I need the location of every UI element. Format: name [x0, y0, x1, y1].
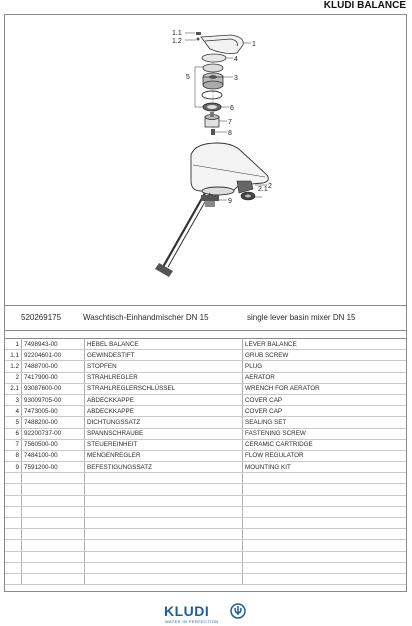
position-cell: 7 [5, 439, 22, 450]
empty-cell [85, 551, 243, 562]
sealing-set-part [203, 64, 223, 89]
table-row [5, 428, 406, 439]
logo-wordmark: KLUDI [164, 603, 210, 619]
product-title-row [5, 305, 406, 331]
empty-cell [22, 495, 85, 506]
blank-table-row [5, 506, 406, 517]
logo-tagline: WATER IN PERFECTION [165, 619, 219, 624]
empty-cell [85, 562, 243, 573]
cartridge-part [205, 112, 219, 127]
empty-cell [5, 540, 22, 551]
callout-2-1: 2.1 [258, 186, 268, 193]
article-number-cell: 7591200-00 [22, 462, 85, 473]
blank-table-row [5, 551, 406, 562]
position-cell: 1.1 [5, 350, 22, 361]
cover-cap-part [202, 54, 226, 62]
article-number-cell: 7498943-00 [22, 339, 85, 350]
position-cell: 5 [5, 417, 22, 428]
callout-6: 6 [230, 105, 234, 112]
mixer-body [191, 143, 268, 195]
blank-table-row [5, 540, 406, 551]
empty-cell [5, 562, 22, 573]
german-name-cell: HEBEL BALANCE [85, 339, 243, 350]
product-number: 520269175 [21, 313, 62, 322]
callout-7: 7 [228, 119, 232, 126]
empty-cell [85, 484, 243, 495]
empty-cell [243, 529, 407, 540]
empty-cell [85, 540, 243, 551]
article-number-cell: 93087600-00 [22, 383, 85, 394]
blank-table-row [5, 484, 406, 495]
german-name-cell: STOPFEN [85, 361, 243, 372]
callout-9: 9 [228, 198, 232, 205]
position-cell: 1 [5, 339, 22, 350]
english-name-cell: COVER CAP [243, 406, 407, 417]
callout-5: 5 [186, 74, 190, 81]
german-name-cell: GEWINDESTIFT [85, 350, 243, 361]
german-name-cell: DICHTUNGSSATZ [85, 417, 243, 428]
position-cell: 9 [5, 462, 22, 473]
position-cell: 2 [5, 372, 22, 383]
callout-1-1: 1.1 [172, 30, 182, 37]
table-row [5, 383, 406, 394]
empty-cell [243, 495, 407, 506]
empty-cell [243, 562, 407, 573]
empty-cell [85, 529, 243, 540]
empty-cell [85, 473, 243, 484]
position-cell: 2.1 [5, 383, 22, 394]
empty-cell [22, 529, 85, 540]
english-name-cell: LEVER BALANCE [243, 339, 407, 350]
empty-cell [243, 551, 407, 562]
table-row [5, 372, 406, 383]
empty-cell [22, 562, 85, 573]
empty-cell [22, 573, 85, 584]
product-name-de: Waschtisch-Einhandmischer DN 15 [83, 313, 209, 322]
empty-cell [85, 573, 243, 584]
article-number-cell: 93009705-00 [22, 394, 85, 405]
callout-1-2: 1.2 [172, 38, 182, 45]
empty-cell [243, 540, 407, 551]
english-name-cell: PLUG [243, 361, 407, 372]
german-name-cell: ABDECKKAPPE [85, 394, 243, 405]
empty-cell [22, 473, 85, 484]
article-number-cell: 7488200-00 [22, 417, 85, 428]
position-cell: 4 [5, 406, 22, 417]
empty-cell [85, 495, 243, 506]
exploded-view-drawing [5, 15, 406, 297]
german-name-cell: MENGENREGLER [85, 450, 243, 461]
empty-cell [243, 473, 407, 484]
supply-hose [163, 193, 205, 267]
plug-part [197, 38, 200, 41]
english-name-cell: CERAMIC CARTRIDGE [243, 439, 407, 450]
article-number-cell: 7473005-00 [22, 406, 85, 417]
water-drop-logo-icon [230, 603, 246, 619]
position-cell: 3 [5, 394, 22, 405]
english-name-cell: GRUB SCREW [243, 350, 407, 361]
table-row [5, 417, 406, 428]
position-cell: 1.2 [5, 361, 22, 372]
position-cell: 6 [5, 428, 22, 439]
table-row [5, 462, 406, 473]
english-name-cell: FLOW REGULATOR [243, 450, 407, 461]
parts-sheet [4, 14, 407, 592]
english-name-cell: AERATOR [243, 372, 407, 383]
empty-cell [5, 573, 22, 584]
article-number-cell: 7488700-00 [22, 361, 85, 372]
german-name-cell: STRAHLREGLERSCHLÜSSEL [85, 383, 243, 394]
callout-8: 8 [228, 130, 232, 137]
position-cell: 8 [5, 450, 22, 461]
product-name-en: single lever basin mixer DN 15 [247, 313, 356, 322]
empty-cell [85, 518, 243, 529]
german-name-cell: STRAHLREGLER [85, 372, 243, 383]
article-number-cell: 92204601-00 [22, 350, 85, 361]
empty-cell [243, 484, 407, 495]
table-row [5, 394, 406, 405]
empty-cell [5, 473, 22, 484]
blank-table-row [5, 495, 406, 506]
empty-cell [5, 506, 22, 517]
callout-1: 1 [252, 41, 256, 48]
empty-cell [22, 551, 85, 562]
article-number-cell: 7484100-00 [22, 450, 85, 461]
blank-table-row [5, 573, 406, 584]
english-name-cell: SEALING SET [243, 417, 407, 428]
empty-cell [22, 506, 85, 517]
empty-cell [5, 518, 22, 529]
lever-part [201, 35, 243, 54]
blank-table-row [5, 518, 406, 529]
table-row [5, 406, 406, 417]
empty-cell [85, 506, 243, 517]
empty-cell [5, 551, 22, 562]
table-row [5, 439, 406, 450]
table-row [5, 361, 406, 372]
blank-table-row [5, 562, 406, 573]
english-name-cell: WRENCH FOR AERATOR [243, 383, 407, 394]
empty-cell [5, 495, 22, 506]
german-name-cell: SPANNSCHRAUBE [85, 428, 243, 439]
article-number-cell: 92200737-00 [22, 428, 85, 439]
article-number-cell: 7417900-00 [22, 372, 85, 383]
blank-table-row [5, 473, 406, 484]
document-title: KLUDI BALANCE [323, 0, 406, 11]
table-row [5, 350, 406, 361]
mounting-kit-part [201, 195, 219, 207]
table-row [5, 339, 406, 350]
empty-cell [5, 484, 22, 495]
empty-cell [243, 573, 407, 584]
kludi-logo [164, 603, 254, 625]
callout-4: 4 [234, 56, 238, 63]
article-number-cell: 7560500-00 [22, 439, 85, 450]
grub-screw-part [196, 32, 201, 35]
german-name-cell: BEFESTIGUNGSSATZ [85, 462, 243, 473]
english-name-cell: MOUNTING KIT [243, 462, 407, 473]
german-name-cell: ABDECKKAPPE [85, 406, 243, 417]
english-name-cell: FASTENING SCREW [243, 428, 407, 439]
parts-table [5, 338, 406, 585]
empty-cell [5, 529, 22, 540]
table-row [5, 450, 406, 461]
english-name-cell: COVER CAP [243, 394, 407, 405]
callout-3: 3 [234, 75, 238, 82]
german-name-cell: STEUEREINHEIT [85, 439, 243, 450]
empty-cell [243, 518, 407, 529]
callout-2: 2 [268, 183, 272, 190]
empty-cell [243, 506, 407, 517]
flow-regulator-part [211, 129, 215, 135]
empty-cell [22, 484, 85, 495]
empty-cell [22, 518, 85, 529]
blank-table-row [5, 529, 406, 540]
empty-cell [22, 540, 85, 551]
